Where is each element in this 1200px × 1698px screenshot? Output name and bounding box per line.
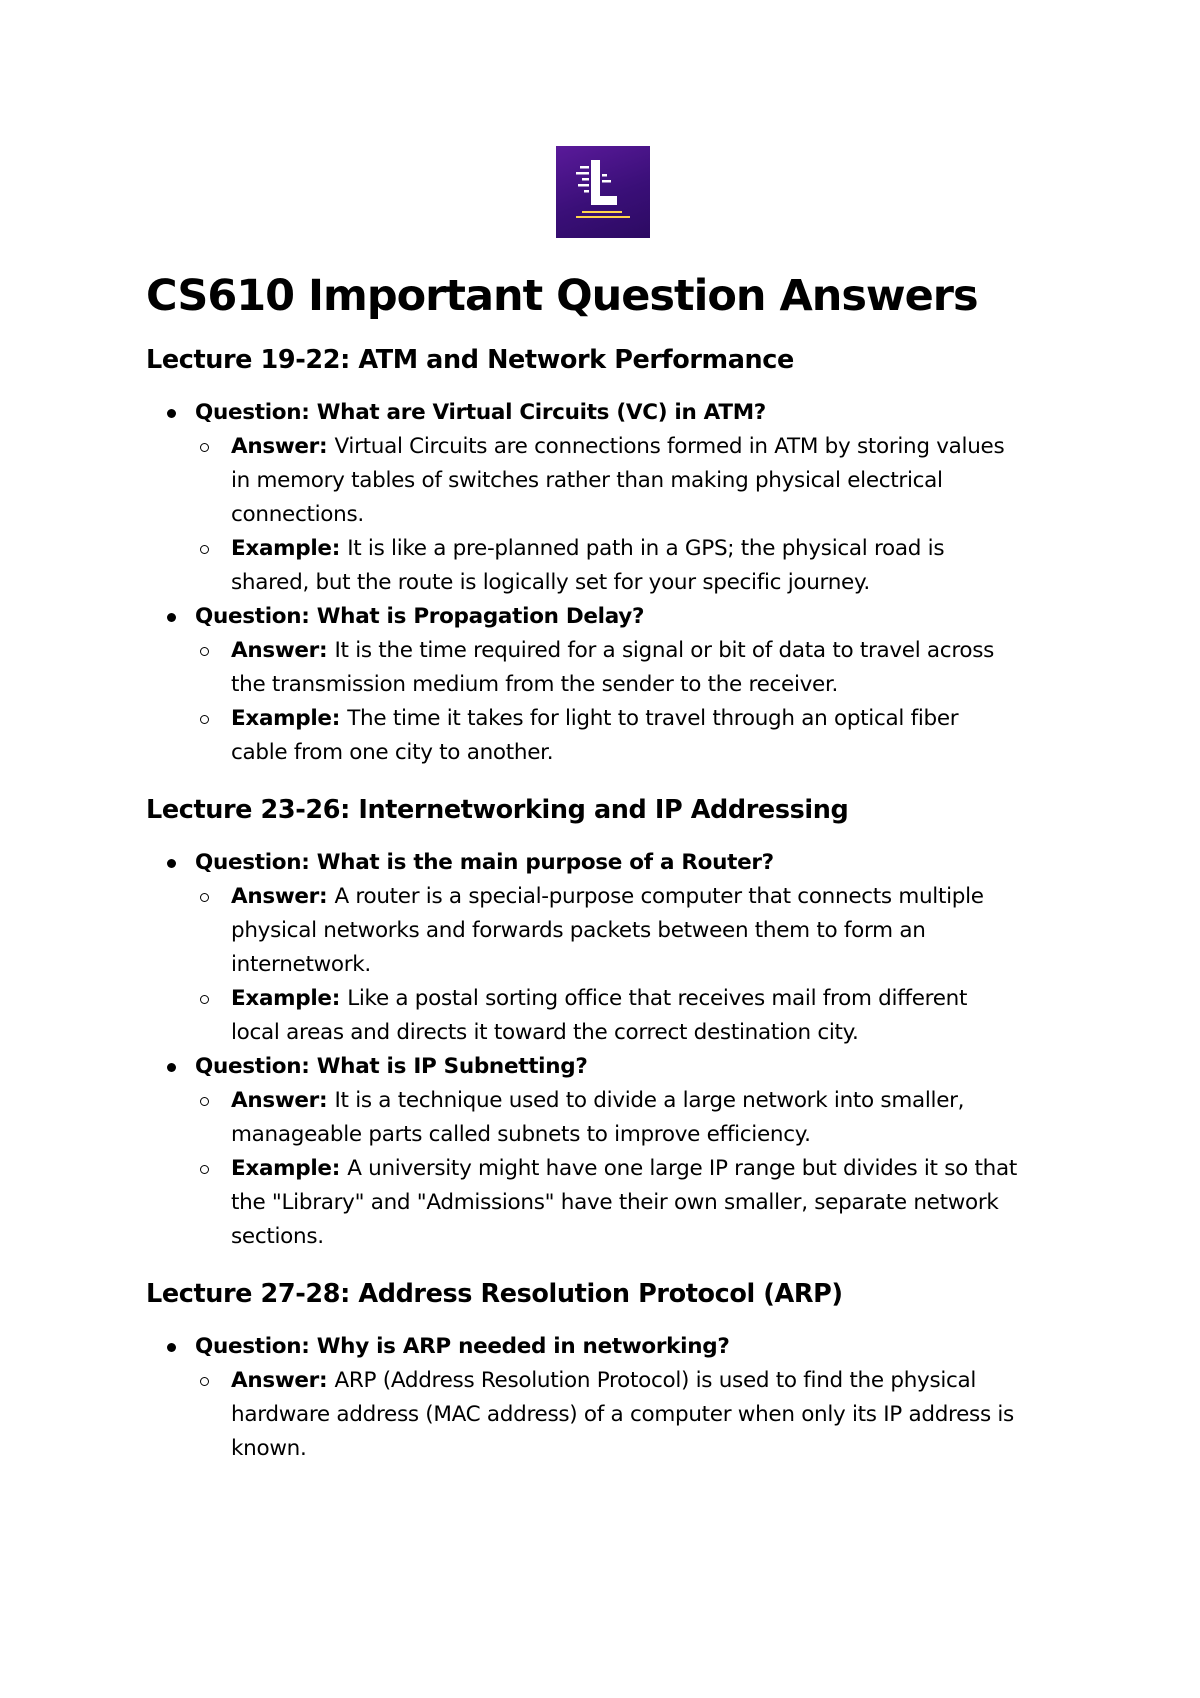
answer-list xyxy=(195,880,1066,1050)
filled-bullet-icon xyxy=(167,1343,176,1352)
example-label: Example: xyxy=(231,706,348,731)
hollow-bullet-icon xyxy=(200,893,209,902)
question-list xyxy=(146,846,1066,1254)
question-item xyxy=(146,1330,1066,1466)
answer-label: Answer: xyxy=(231,884,335,909)
answer-item xyxy=(195,880,1021,982)
filled-bullet-icon xyxy=(167,859,176,868)
section-lecture-19-22 xyxy=(146,340,1066,770)
hollow-bullet-icon xyxy=(200,1377,209,1386)
answer-text: It is a technique used to divide a large network into smaller, manageable parts called subnets to improve efficiency. xyxy=(231,1088,965,1147)
example-text: A university might have one large IP range but divides it so that the "Library" and "Admissions" have their own smaller, separate network sections. xyxy=(231,1156,1017,1249)
hollow-bullet-icon xyxy=(200,1165,209,1174)
question-text: Question: Why is ARP needed in networking? xyxy=(195,1334,730,1359)
document-content xyxy=(146,266,1066,1486)
answer-text: ARP (Address Resolution Protocol) is used to find the physical hardware address (MAC address) of a computer when only its IP address is known. xyxy=(231,1368,1014,1461)
example-item xyxy=(195,1152,1021,1254)
hollow-bullet-icon xyxy=(200,647,209,656)
answer-label: Answer: xyxy=(231,638,335,663)
example-label: Example: xyxy=(231,1156,348,1181)
example-text: The time it takes for light to travel through an optical fiber cable from one city to another. xyxy=(231,706,959,765)
question-text: Question: What is Propagation Delay? xyxy=(195,604,645,629)
answer-label: Answer: xyxy=(231,1368,335,1393)
answer-text: It is the time required for a signal or bit of data to travel across the transmission medium from the sender to the receiver. xyxy=(231,638,995,697)
filled-bullet-icon xyxy=(167,409,176,418)
hollow-bullet-icon xyxy=(200,715,209,724)
answer-list xyxy=(195,634,1066,770)
answer-label: Answer: xyxy=(231,434,335,459)
question-item xyxy=(146,600,1066,770)
filled-bullet-icon xyxy=(167,1063,176,1072)
answer-item xyxy=(195,430,1021,532)
answer-item xyxy=(195,1084,1021,1152)
answer-list xyxy=(195,1084,1066,1254)
question-text: Question: What is IP Subnetting? xyxy=(195,1054,588,1079)
example-label: Example: xyxy=(231,986,348,1011)
example-text: Like a postal sorting office that receives mail from different local areas and directs it toward the correct destination city. xyxy=(231,986,968,1045)
answer-list xyxy=(195,1364,1066,1466)
answer-item xyxy=(195,634,1021,702)
logo-letter-l-icon xyxy=(556,146,650,238)
section-lecture-23-26 xyxy=(146,790,1066,1254)
section-lecture-27-28 xyxy=(146,1274,1066,1466)
hollow-bullet-icon xyxy=(200,1097,209,1106)
filled-bullet-icon xyxy=(167,613,176,622)
question-list xyxy=(146,396,1066,770)
question-item xyxy=(146,1050,1066,1254)
question-item xyxy=(146,846,1066,1050)
answer-text: A router is a special-purpose computer that connects multiple physical networks and forwards packets between them to form an internetwork. xyxy=(231,884,984,977)
question-list xyxy=(146,1330,1066,1466)
question-text: Question: What are Virtual Circuits (VC) in ATM? xyxy=(195,400,766,425)
answer-label: Answer: xyxy=(231,1088,335,1113)
section-heading: Lecture 23-26: Internetworking and IP Addressing xyxy=(146,795,849,825)
document-title: CS610 Important Question Answers xyxy=(146,271,978,321)
question-text: Question: What is the main purpose of a Router? xyxy=(195,850,774,875)
lecture-logo xyxy=(556,146,650,238)
example-item xyxy=(195,982,1021,1050)
example-text: It is like a pre-planned path in a GPS; the physical road is shared, but the route is logically set for your specific journey. xyxy=(231,536,945,595)
example-label: Example: xyxy=(231,536,348,561)
section-heading: Lecture 27-28: Address Resolution Protocol (ARP) xyxy=(146,1279,843,1309)
answer-text: Virtual Circuits are connections formed in ATM by storing values in memory tables of switches rather than making physical electrical connections. xyxy=(231,434,1005,527)
example-item xyxy=(195,532,1021,600)
answer-item xyxy=(195,1364,1021,1466)
section-heading: Lecture 19-22: ATM and Network Performance xyxy=(146,345,794,375)
answer-list xyxy=(195,430,1066,600)
hollow-bullet-icon xyxy=(200,443,209,452)
hollow-bullet-icon xyxy=(200,545,209,554)
example-item xyxy=(195,702,1021,770)
hollow-bullet-icon xyxy=(200,995,209,1004)
question-item xyxy=(146,396,1066,600)
